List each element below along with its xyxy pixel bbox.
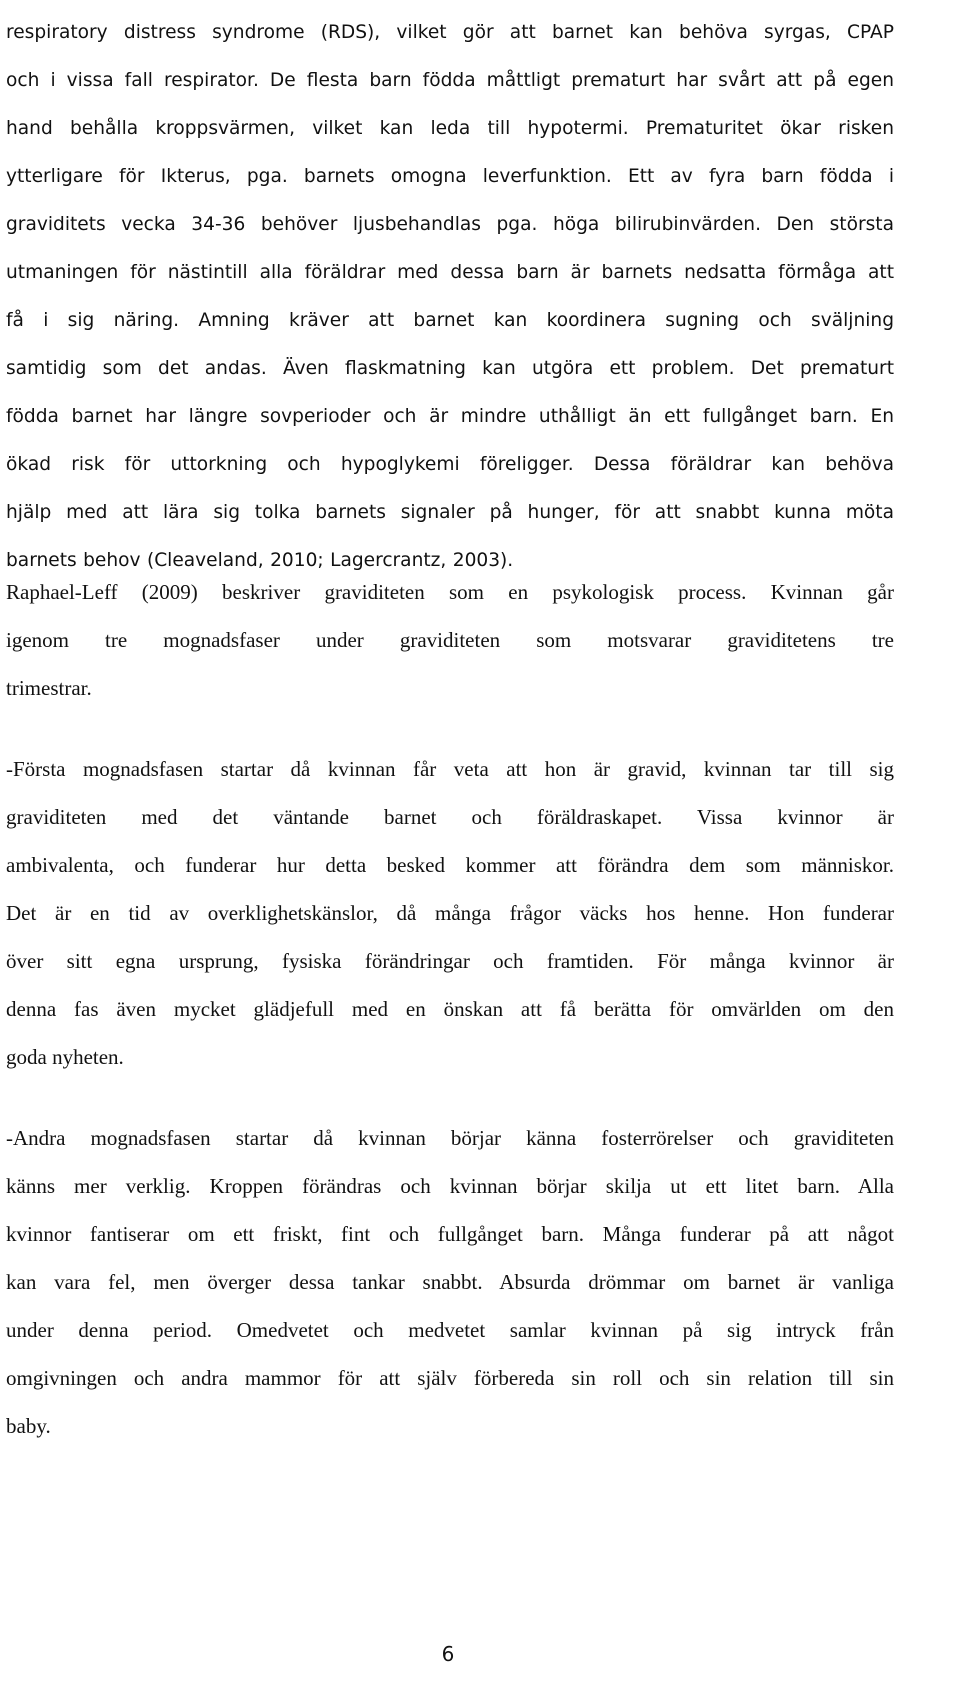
text-line: ambivalenta, och funderar hur detta besked kommer att förändra dem som människor. bbox=[6, 853, 894, 877]
text-line: -Andra mognadsfasen startar då kvinnan börjar känna fosterrörelser och graviditeten bbox=[6, 1126, 894, 1150]
text-line: över sitt egna ursprung, fysiska förändringar och framtiden. För många kvinnor är bbox=[6, 949, 894, 973]
paragraph-second-phase bbox=[6, 1114, 894, 1450]
text-line: igenom tre mognadsfaser under graviditeten som motsvarar graviditetens tre bbox=[6, 628, 894, 652]
text-line: under denna period. Omedvetet och medvetet samlar kvinnan på sig intryck från bbox=[6, 1318, 894, 1342]
text-line: baby. bbox=[6, 1414, 51, 1438]
text-line: kvinnor fantiserar om ett friskt, fint och fullgånget barn. Många funderar på att något bbox=[6, 1222, 894, 1246]
paragraph-premature-care bbox=[6, 9, 894, 585]
text-line: barnets behov (Cleaveland, 2010; Lagercrantz, 2003). bbox=[6, 550, 514, 571]
text-line: och i vissa fall respirator. De flesta barn födda måttligt prematurt har svårt att på egen bbox=[6, 70, 894, 91]
text-line: graviditeten med det väntande barnet och föräldraskapet. Vissa kvinnor är bbox=[6, 805, 894, 829]
paragraph-psychological-process bbox=[6, 568, 894, 712]
page-number: 6 bbox=[441, 1642, 455, 1666]
text-line: känns mer verklig. Kroppen förändras och kvinnan börjar skilja ut ett litet barn. Alla bbox=[6, 1174, 894, 1198]
text-line: ökad risk för uttorkning och hypoglykemi föreligger. Dessa föräldrar kan behöva bbox=[6, 454, 894, 475]
text-line: respiratory distress syndrome (RDS), vilket gör att barnet kan behöva syrgas, CPAP bbox=[6, 22, 894, 43]
text-line: omgivningen och andra mammor för att själv förbereda sin roll och sin relation till sin bbox=[6, 1366, 894, 1390]
text-line: hjälp med att lära sig tolka barnets signaler på hunger, för att snabbt kunna möta bbox=[6, 502, 894, 523]
text-line: samtidig som det andas. Även flaskmatning kan utgöra ett problem. Det prematurt bbox=[6, 358, 894, 379]
paragraph-first-phase bbox=[6, 745, 894, 1081]
text-line: utmaningen för nästintill alla föräldrar med dessa barn är barnets nedsatta förmåga att bbox=[6, 262, 894, 283]
text-line: ytterligare för Ikterus, pga. barnets omogna leverfunktion. Ett av fyra barn födda i bbox=[6, 166, 894, 187]
text-line: kan vara fel, men överger dessa tankar snabbt. Absurda drömmar om barnet är vanliga bbox=[6, 1270, 894, 1294]
text-line: denna fas även mycket glädjefull med en önskan att få berätta för omvärlden om den bbox=[6, 997, 894, 1021]
text-line: Det är en tid av overklighetskänslor, då många frågor väcks hos henne. Hon funderar bbox=[6, 901, 894, 925]
text-line: födda barnet har längre sovperioder och är mindre uthålligt än ett fullgånget barn. En bbox=[6, 406, 894, 427]
text-line: graviditets vecka 34-36 behöver ljusbehandlas pga. höga bilirubinvärden. Den största bbox=[6, 214, 894, 235]
text-line: hand behålla kroppsvärmen, vilket kan leda till hypotermi. Prematuritet ökar risken bbox=[6, 118, 894, 139]
text-line: Raphael-Leff (2009) beskriver graviditeten som en psykologisk process. Kvinnan går bbox=[6, 580, 894, 604]
text-line: få i sig näring. Amning kräver att barnet kan koordinera sugning och sväljning bbox=[6, 310, 894, 331]
text-line: goda nyheten. bbox=[6, 1045, 124, 1069]
text-line: -Första mognadsfasen startar då kvinnan får veta att hon är gravid, kvinnan tar till sig bbox=[6, 757, 894, 781]
text-line: trimestrar. bbox=[6, 676, 92, 700]
